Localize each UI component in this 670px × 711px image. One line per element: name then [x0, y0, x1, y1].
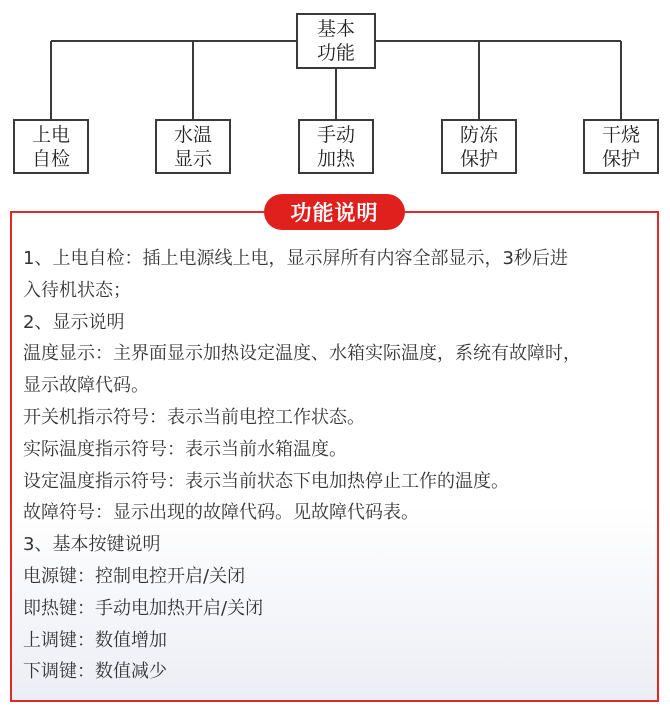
- description-line: 1、上电自检：插上电源线上电，显示屏所有内容全部显示，3秒后进: [23, 248, 568, 269]
- child-node-label-line2: 保护: [459, 147, 498, 170]
- description-line: 上调键：数值增加: [23, 629, 167, 651]
- root-node-basic-functions: [296, 13, 376, 69]
- description-line: 设定温度指示符号：表示当前状态下电加热停止工作的温度。: [23, 470, 509, 492]
- child-node-label-line2: 自检: [31, 147, 70, 170]
- child-node-label-line2: 保护: [601, 147, 640, 170]
- child-node-water-temp-display: [155, 119, 231, 174]
- root-node-label-line1: 基本: [316, 18, 355, 40]
- child-node-manual-heating: [298, 119, 374, 174]
- description-line: 温度显示：主界面显示加热设定温度、水箱实际温度，系统有故障时，: [23, 343, 581, 365]
- child-node-power-on-self-check: [13, 119, 89, 174]
- description-line: 电源键：控制电控开启/关闭: [23, 565, 246, 587]
- description-line: 实际温度指示符号：表示当前水箱温度。: [23, 438, 347, 460]
- child-node-label-line1: 水温: [173, 123, 212, 146]
- child-node-label-line2: 显示: [173, 147, 212, 170]
- child-node-label-line1: 防冻: [459, 123, 498, 146]
- child-node-label-line1: 干烧: [601, 123, 640, 146]
- child-node-label-line2: 加热: [316, 147, 355, 170]
- child-node-label-line1: 手动: [316, 123, 355, 146]
- description-line: 即热键：手动电加热开启/关闭: [23, 597, 264, 619]
- description-line: 故障符号：显示出现的故障代码。见故障代码表。: [23, 502, 419, 524]
- description-line: 下调键：数值减少: [23, 661, 167, 683]
- child-node-antifreeze-protection: [441, 119, 517, 174]
- section-title-badge: [264, 194, 405, 230]
- child-node-label-line1: 上电: [31, 123, 70, 146]
- description-line: 2、显示说明: [23, 311, 125, 333]
- root-node-label-line2: 功能: [316, 42, 355, 64]
- section-title: 功能说明: [290, 201, 379, 225]
- description-line: 3、基本按键说明: [23, 534, 161, 556]
- function-description-text: [23, 243, 653, 688]
- child-node-dry-burn-protection: [583, 119, 659, 174]
- description-line: 入待机状态；: [23, 279, 131, 301]
- description-line: 开关机指示符号：表示当前电控工作状态。: [23, 406, 365, 428]
- description-line: 显示故障代码。: [23, 375, 149, 397]
